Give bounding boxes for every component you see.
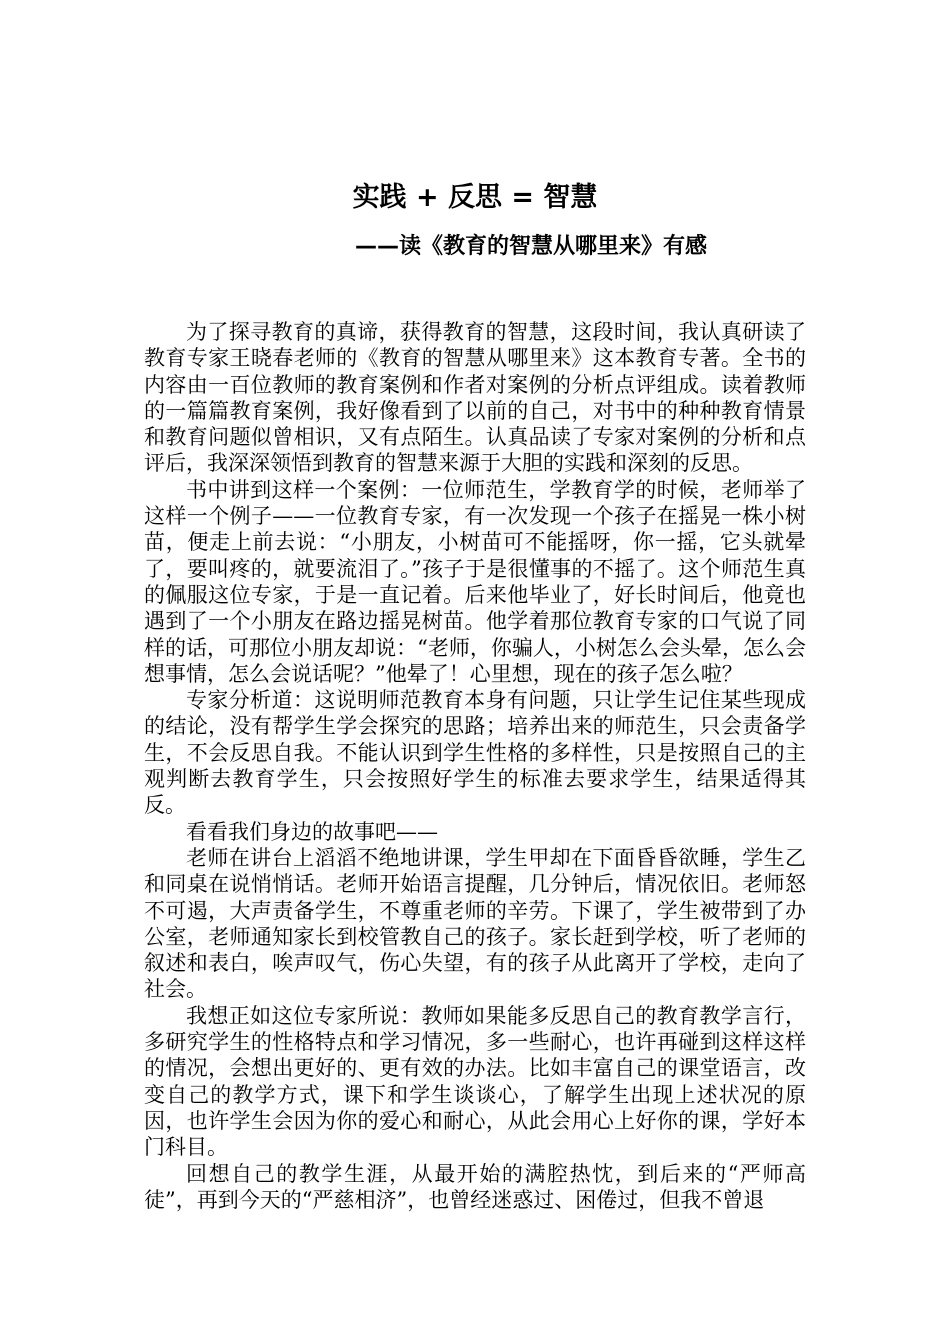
paragraph: 书中讲到这样一个案例：一位师范生，学教育学的时候，老师举了这样一个例子——一位教育专家，有一次发现一个孩子在摇晃一株小树苗，便走上前去说：“小朋友，小树苗可不能摇呀，你一摇，它头就晕了，要叫疼的，就要流泪了。”孩子于是很懂事的不摇了。这个师范生真的佩服这位专家，于是一直记着。后来他毕业了，好长时间后，他竟也遇到了一个小朋友在路边摇晃树苗。他学着那位教育专家的口气说了同样的话，可那位小朋友却说：“老师，你骗人，小树怎么会头晕，怎么会想事情，怎么会说话呢？”他晕了！心里想，现在的孩子怎么啦？ bbox=[144, 477, 806, 686]
paragraph: 专家分析道：这说明师范教育本身有问题，只让学生记住某些现成的结论，没有帮学生学会探究的思路；培养出来的师范生，只会责备学生，不会反思自我。不能认识到学生性格的多样性，只是按照自己的主观判断去教育学生，只会按照好学生的标准去要求学生，结果适得其反。 bbox=[144, 688, 806, 818]
document-title: 实践 + 反思 = 智慧 bbox=[352, 182, 598, 213]
document-body bbox=[144, 319, 806, 1213]
paragraph: 看看我们身边的故事吧—— bbox=[186, 819, 438, 844]
document-subtitle: ——读《教育的智慧从哪里来》有感 bbox=[354, 234, 707, 259]
paragraph: 回想自己的教学生涯，从最开始的满腔热忱，到后来的“严师高徒”，再到今天的“严慈相济”，也曾经迷惑过、困倦过，但我不曾退 bbox=[144, 1161, 806, 1212]
paragraph: 老师在讲台上滔滔不绝地讲课，学生甲却在下面昏昏欲睡，学生乙和同桌在说悄悄话。老师开始语言提醒，几分钟后，情况依旧。老师怒不可遏，大声责备学生，不尊重老师的辛劳。下课了，学生被带到了办公室，老师通知家长到校管教自己的孩子。家长赶到学校，听了老师的叙述和表白，唉声叹气，伤心失望，有的孩子从此离开了学校，走向了社会。 bbox=[144, 845, 806, 1002]
paragraph: 为了探寻教育的真谛，获得教育的智慧，这段时间，我认真研读了教育专家王晓春老师的《教育的智慧从哪里来》这本教育专著。全书的内容由一百位教师的教育案例和作者对案例的分析点评组成。读着教师的一篇篇教育案例，我好像看到了以前的自己，对书中的种种教育情景和教育问题似曾相识，又有点陌生。认真品读了专家对案例的分析和点评后，我深深领悟到教育的智慧来源于大胆的实践和深刻的反思。 bbox=[144, 320, 806, 476]
paragraph: 我想正如这位专家所说：教师如果能多反思自己的教育教学言行，多研究学生的性格特点和学习情况，多一些耐心，也许再碰到这样这样的情况，会想出更好的、更有效的办法。比如丰富自己的课堂语言，改变自己的教学方式，课下和学生谈谈心，了解学生出现上述状况的原因，也许学生会因为你的爱心和耐心，从此会用心上好你的课，学好本门科目。 bbox=[144, 1003, 806, 1160]
